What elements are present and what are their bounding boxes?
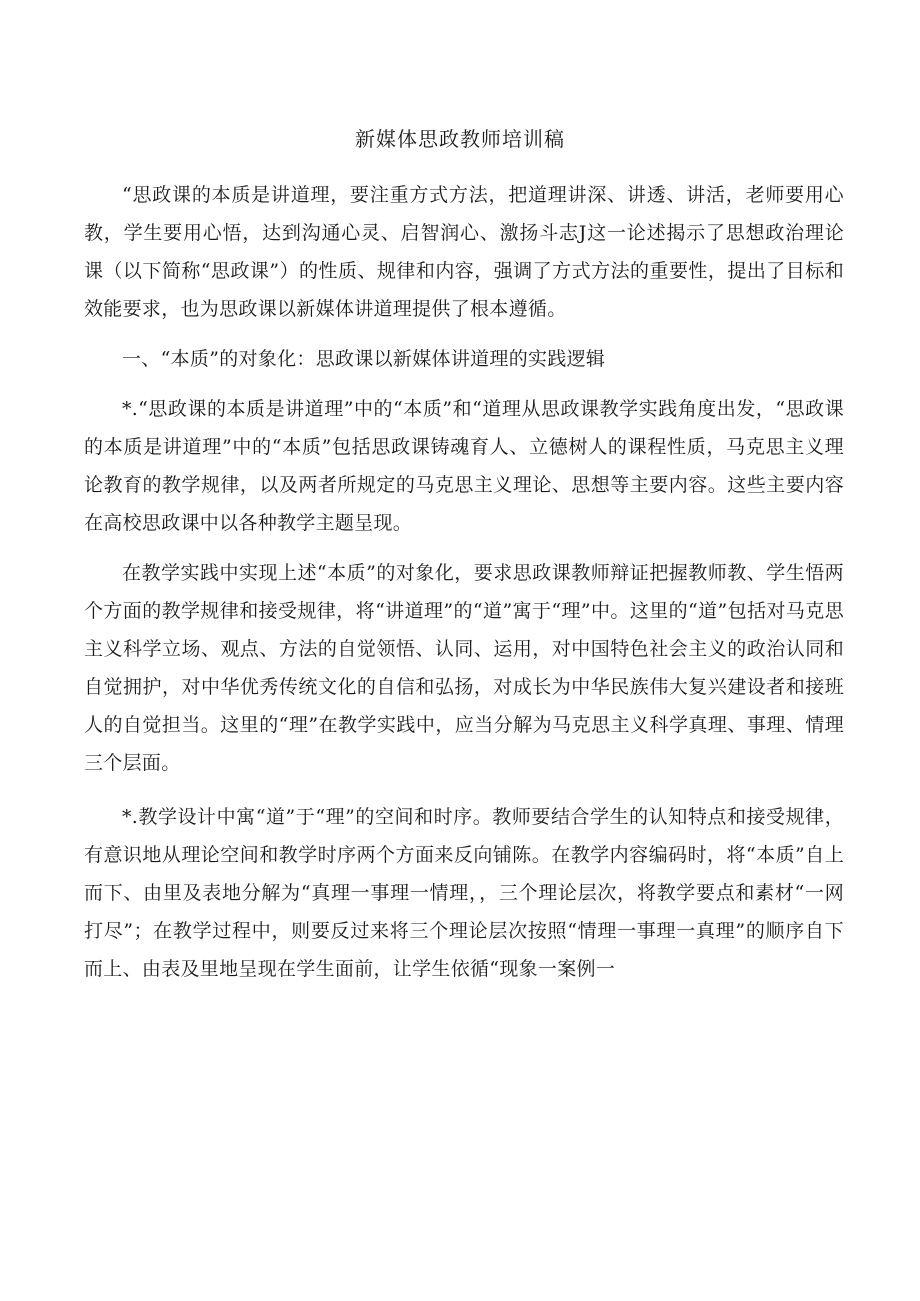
paragraph-intro: “思政课的本质是讲道理，要注重方式方法，把道理讲深、讲透、讲活，老师要用心教，学生要用心悟，达到沟通心灵、启智润心、激扬斗志J这一论述揭示了思想政治理论课（以下简称“思政课”）的性质、规律和内容，强调了方式方法的重要性，提出了目标和效能要求，也为思政课以新媒体讲道理提供了根本遵循。	[84, 184, 844, 320]
paragraph-design: *.教学设计中寓“道”于“理”的空间和时序。教师要结合学生的认知特点和接受规律，有意识地从理论空间和教学时序两个方面来反向铺陈。在教学内容编码时，将“本质”自上而下、由里及表地分解为“真理一事理一情理，，三个理论层次，将教学要点和素材“一网打尽”；在教学过程中，则要反过来将三个理论层次按照“情理一事理一真理”的顺序自下而上、由表及里地呈现在学生面前，让学生依循“现象一案例一	[84, 806, 844, 980]
paragraph-practice: 在教学实践中实现上述“本质”的对象化，要求思政课教师辩证把握教师教、学生悟两个方面的教学规律和接受规律，将“讲道理”的“道”寓于“理”中。这里的“道”包括对马克思主义科学立场、观点、方法的自觉领悟、认同、运用，对中国特色社会主义的政治认同和自觉拥护，对中华优秀传统文化的自信和弘扬，对成长为中华民族伟大复兴建设者和接班人的自觉担当。这里的“理”在教学实践中，应当分解为马克思主义科学真理、事理、情理三个层面。	[84, 562, 844, 774]
paragraph-essence: *.“思政课的本质是讲道理”中的“本质”和“道理从思政课教学实践角度出发，“思政课的本质是讲道理”中的“本质”包括思政课铸魂育人、立德树人的课程性质，马克思主义理论教育的教学规律，以及两者所规定的马克思主义理论、思想等主要内容。这些主要内容在高校思政课中以各种教学主题呈现。	[84, 398, 844, 534]
document-title: 新媒体思政教师培训稿	[355, 127, 565, 151]
section-heading: 一、“本质”的对象化：思政课以新媒体讲道理的实践逻辑	[122, 348, 606, 370]
document-body	[84, 176, 844, 988]
